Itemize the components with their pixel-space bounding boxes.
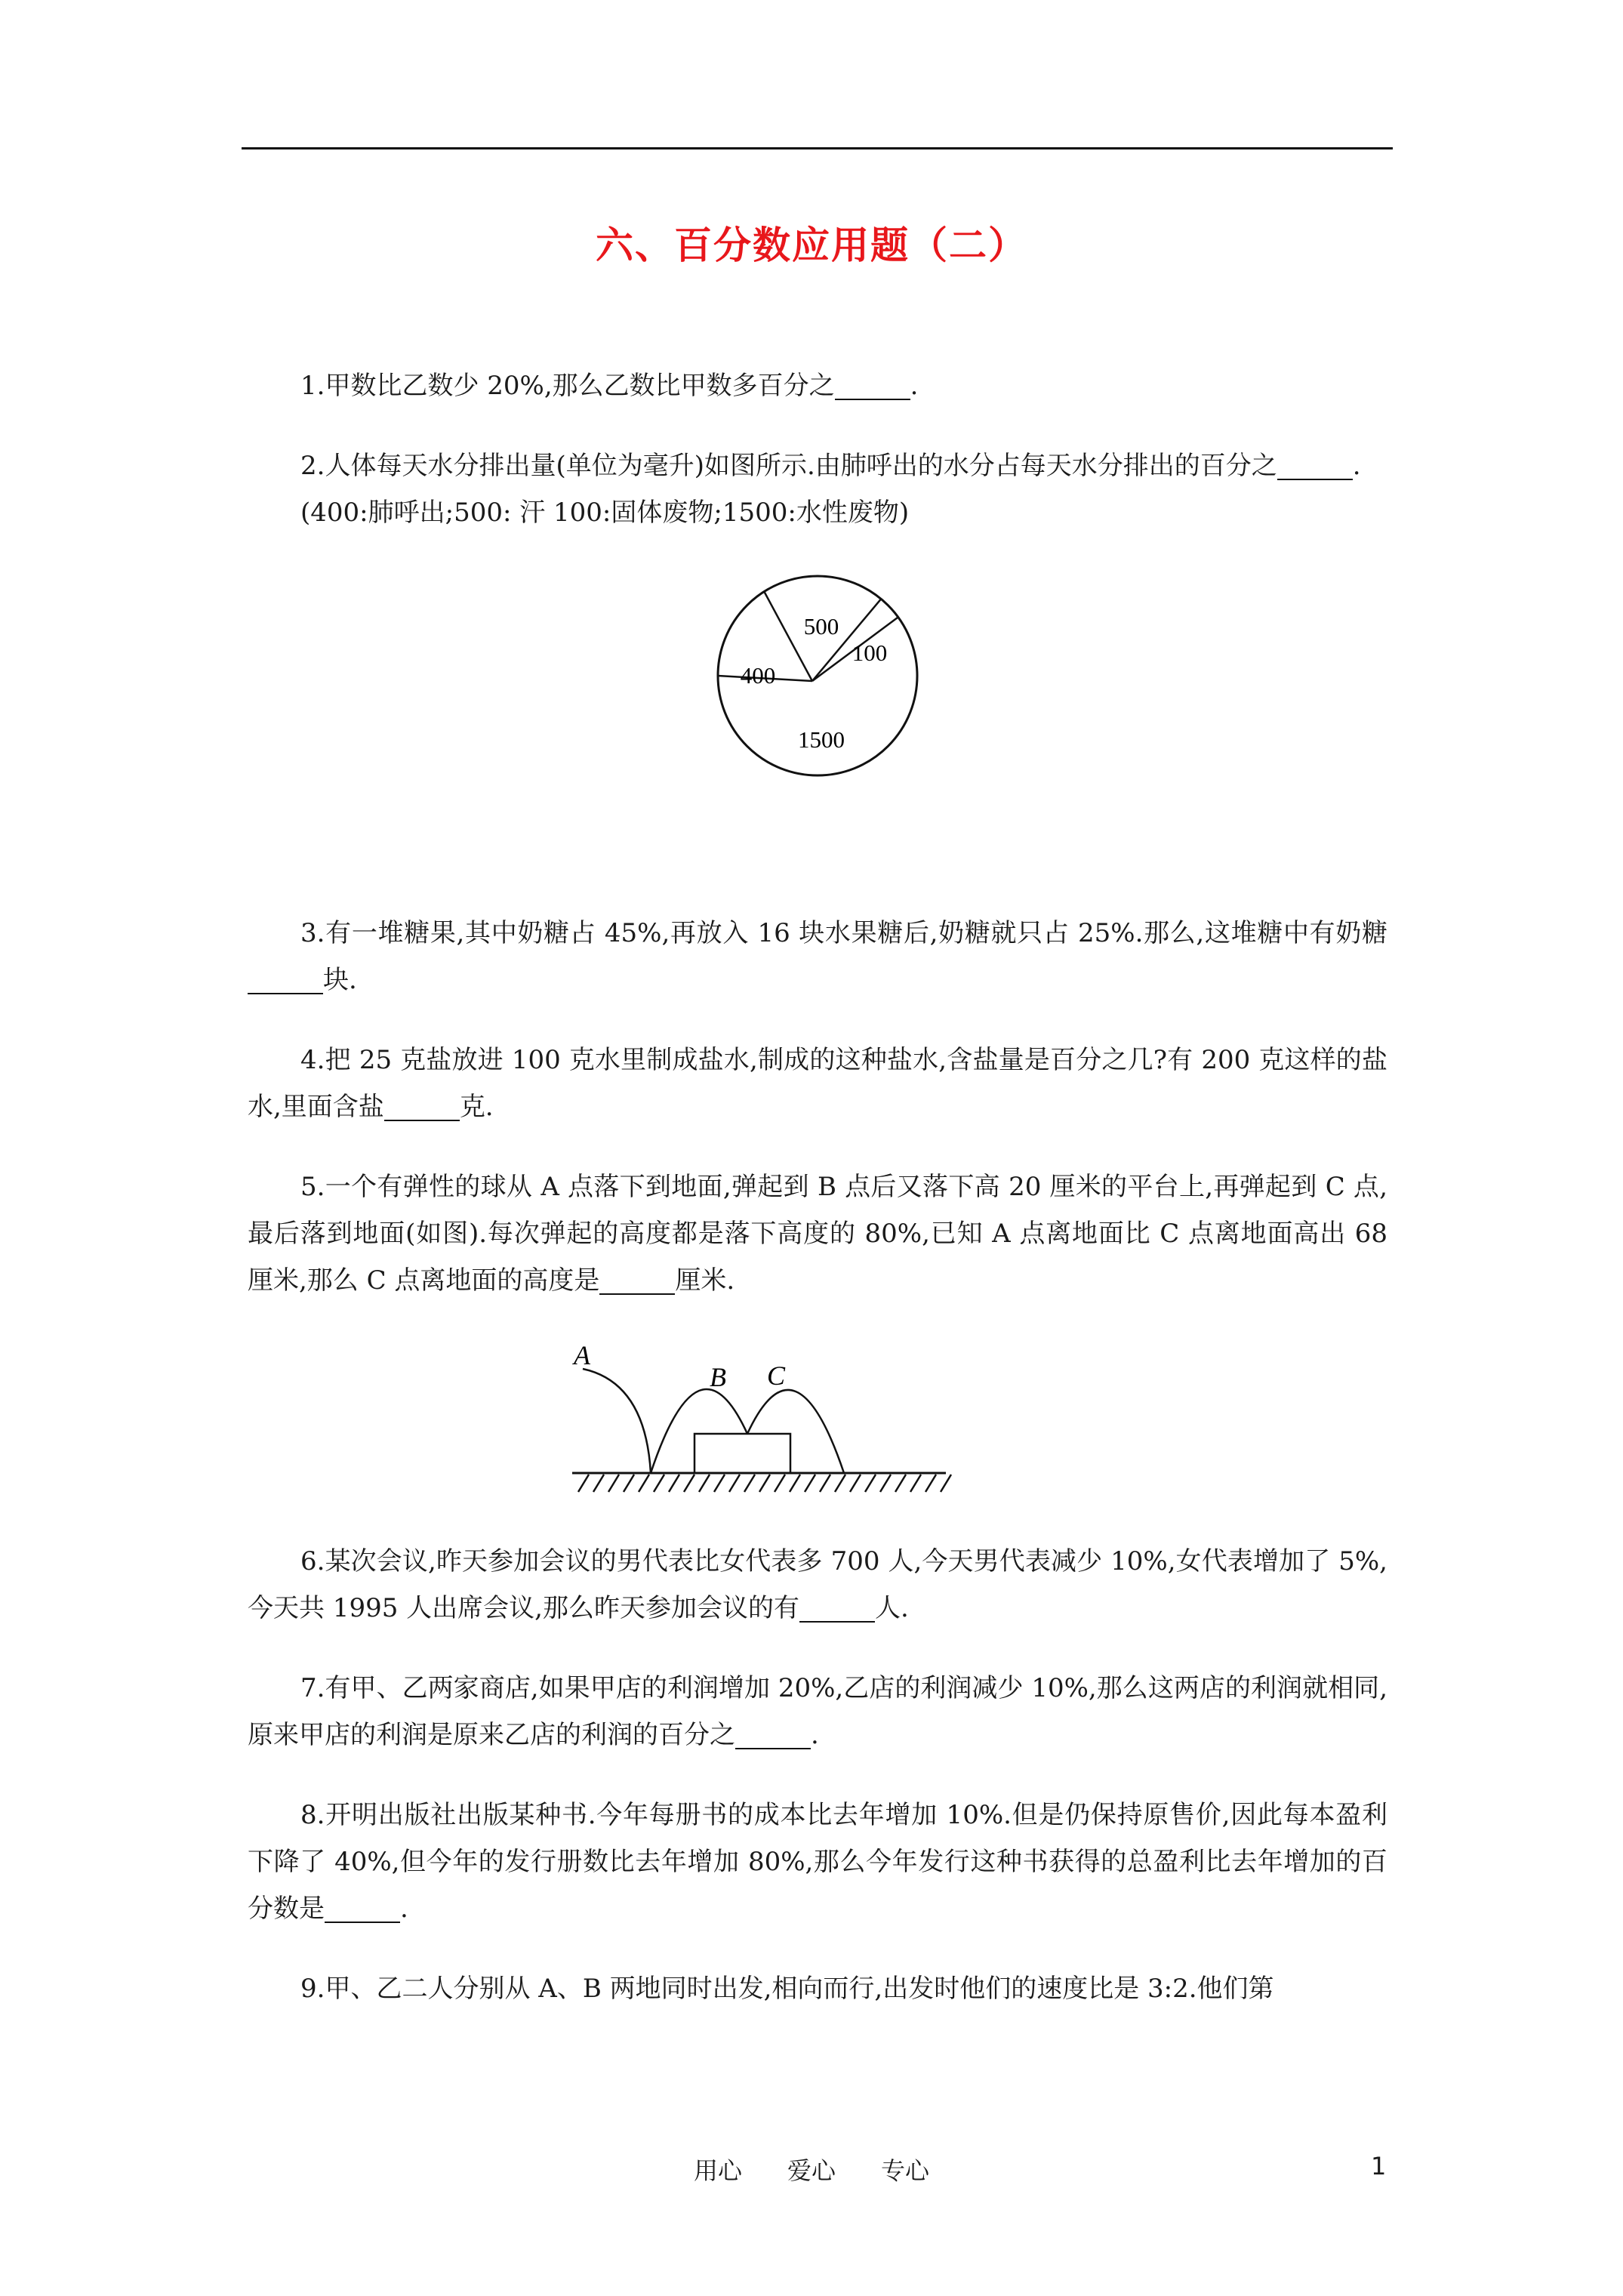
hatch-mark: [865, 1475, 876, 1492]
hatch-mark: [805, 1475, 815, 1492]
hatch-mark: [759, 1475, 770, 1492]
drop-path-a: [583, 1369, 651, 1473]
question-tail: .: [1352, 451, 1361, 481]
question-text: 甲数比乙数少 20%,那么乙数比甲数多百分之: [325, 371, 835, 401]
hatch-mark: [669, 1475, 679, 1492]
question-2-note: (400:肺呼出;500: 汗 100:固体废物;1500:水性废物): [300, 498, 910, 528]
question-number: 9.: [300, 1974, 325, 2004]
answer-blank: [248, 966, 323, 994]
question-number: 2.: [300, 451, 325, 481]
question-text: 一个有弹性的球从 A 点落下到地面,弹起到 B 点后又落下高 20 厘米的平台上,再弹起到 C 点,最后落到地面(如图).每次弹起的高度都是落下高度的 80%,已知 A 点离地面比 C 点离地面高出 68 厘米,那么 C 点离地面的高度是: [248, 1172, 1387, 1296]
answer-blank: [735, 1721, 811, 1749]
question-number: 8.: [300, 1800, 325, 1830]
question-tail: 块.: [323, 965, 357, 995]
hatch-mark: [714, 1475, 725, 1492]
answer-blank: [799, 1594, 875, 1623]
question-list: [248, 362, 1387, 2045]
question-text: 开明出版社出版某种书.今年每册书的成本比去年增加 10%.但是仍保持原售价,因此每本盈利下降了 40%,但今年的发行册数比去年增加 80%,那么今年发行这种书获得的总盈利比去年增加的百分数是: [248, 1800, 1387, 1924]
hatch-mark: [729, 1475, 740, 1492]
hatch-mark: [775, 1475, 785, 1492]
answer-blank: [599, 1266, 675, 1295]
hatch-mark: [850, 1475, 861, 1492]
question-tail: .: [910, 371, 919, 401]
question-tail: .: [400, 1894, 408, 1924]
point-a-label: A: [574, 1340, 590, 1370]
hatch-mark: [744, 1475, 755, 1492]
answer-blank: [835, 371, 910, 400]
question-tail: 人.: [874, 1593, 909, 1623]
question-number: 1.: [300, 371, 325, 401]
hatch-mark: [578, 1475, 589, 1492]
page-number: 1: [1371, 2152, 1387, 2180]
question-text: 把 25 克盐放进 100 克水里制成盐水,制成的这种盐水,含盐量是百分之几?有 200 克这样的盐水,里面含盐: [248, 1045, 1387, 1122]
question-number: 3.: [300, 918, 325, 948]
question-text: 某次会议,昨天参加会议的男代表比女代表多 700 人,今天男代表减少 10%,女代表增加了 5%,今天共 1995 人出席会议,那么昨天参加会议的有: [248, 1546, 1387, 1623]
bounce-diagram: [572, 1337, 965, 1496]
pie-label-400: 400: [740, 662, 776, 689]
question-1: [248, 362, 1387, 409]
question-5: [248, 1163, 1387, 1304]
hatch-mark: [654, 1475, 664, 1492]
pie-label-100: 100: [852, 639, 888, 666]
hatch-mark: [639, 1475, 649, 1492]
footer-motto: [668, 2152, 955, 2187]
ground-hatching: [578, 1475, 951, 1492]
hatch-mark: [699, 1475, 710, 1492]
hatch-mark: [910, 1475, 921, 1492]
question-text: 有一堆糖果,其中奶糖占 45%,再放入 16 块水果糖后,奶糖就只占 25%.那么,这堆糖中有奶糖: [325, 918, 1387, 948]
hatch-mark: [593, 1475, 604, 1492]
question-tail: 克.: [459, 1092, 494, 1122]
bounce-path-b: [651, 1389, 747, 1473]
question-3: [248, 910, 1387, 1003]
pie-chart: [708, 566, 927, 785]
bounce-path-c: [747, 1390, 844, 1473]
hatch-mark: [790, 1475, 800, 1492]
question-tail: .: [811, 1720, 819, 1750]
header-rule: [242, 147, 1393, 149]
point-c-label: C: [767, 1361, 786, 1391]
question-number: 7.: [300, 1673, 325, 1703]
question-tail: 厘米.: [675, 1265, 735, 1296]
question-number: 4.: [300, 1045, 325, 1075]
footer-word: 专心: [881, 2156, 930, 2185]
hatch-mark: [895, 1475, 906, 1492]
question-4: [248, 1037, 1387, 1130]
answer-blank: [1277, 451, 1353, 480]
pie-label-1500: 1500: [798, 726, 845, 753]
question-6: [248, 1538, 1387, 1632]
question-number: 6.: [300, 1546, 325, 1576]
question-text: 甲、乙二人分别从 A、B 两地同时出发,相向而行,出发时他们的速度比是 3:2.他们第: [325, 1974, 1274, 2004]
pie-label-500: 500: [803, 613, 839, 639]
question-2: [248, 442, 1387, 489]
pie-figure: [248, 566, 1387, 785]
hatch-mark: [941, 1475, 951, 1492]
hatch-mark: [835, 1475, 845, 1492]
footer-word: 用心: [693, 2156, 742, 2185]
hatch-mark: [608, 1475, 619, 1492]
page-title: 六、百分数应用题（二）: [596, 223, 1027, 267]
hatch-mark: [684, 1475, 694, 1492]
hatch-mark: [925, 1475, 936, 1492]
footer-word: 爱心: [787, 2156, 836, 2185]
question-text: 人体每天水分排出量(单位为毫升)如图所示.由肺呼出的水分占每天水分排出的百分之: [325, 451, 1277, 481]
question-number: 5.: [300, 1172, 325, 1202]
answer-blank: [384, 1093, 460, 1121]
point-b-label: B: [710, 1362, 726, 1392]
platform: [694, 1434, 790, 1473]
question-text: 有甲、乙两家商店,如果甲店的利润增加 20%,乙店的利润减少 10%,那么这两店的利润就相同,原来甲店的利润是原来乙店的利润的百分之: [248, 1673, 1387, 1750]
question-7: [248, 1665, 1387, 1758]
question-9: [248, 1965, 1387, 2012]
question-8: [248, 1792, 1387, 1932]
bounce-figure: [248, 1337, 1387, 1511]
hatch-mark: [624, 1475, 634, 1492]
answer-blank: [325, 1894, 400, 1923]
hatch-mark: [820, 1475, 830, 1492]
hatch-mark: [880, 1475, 891, 1492]
